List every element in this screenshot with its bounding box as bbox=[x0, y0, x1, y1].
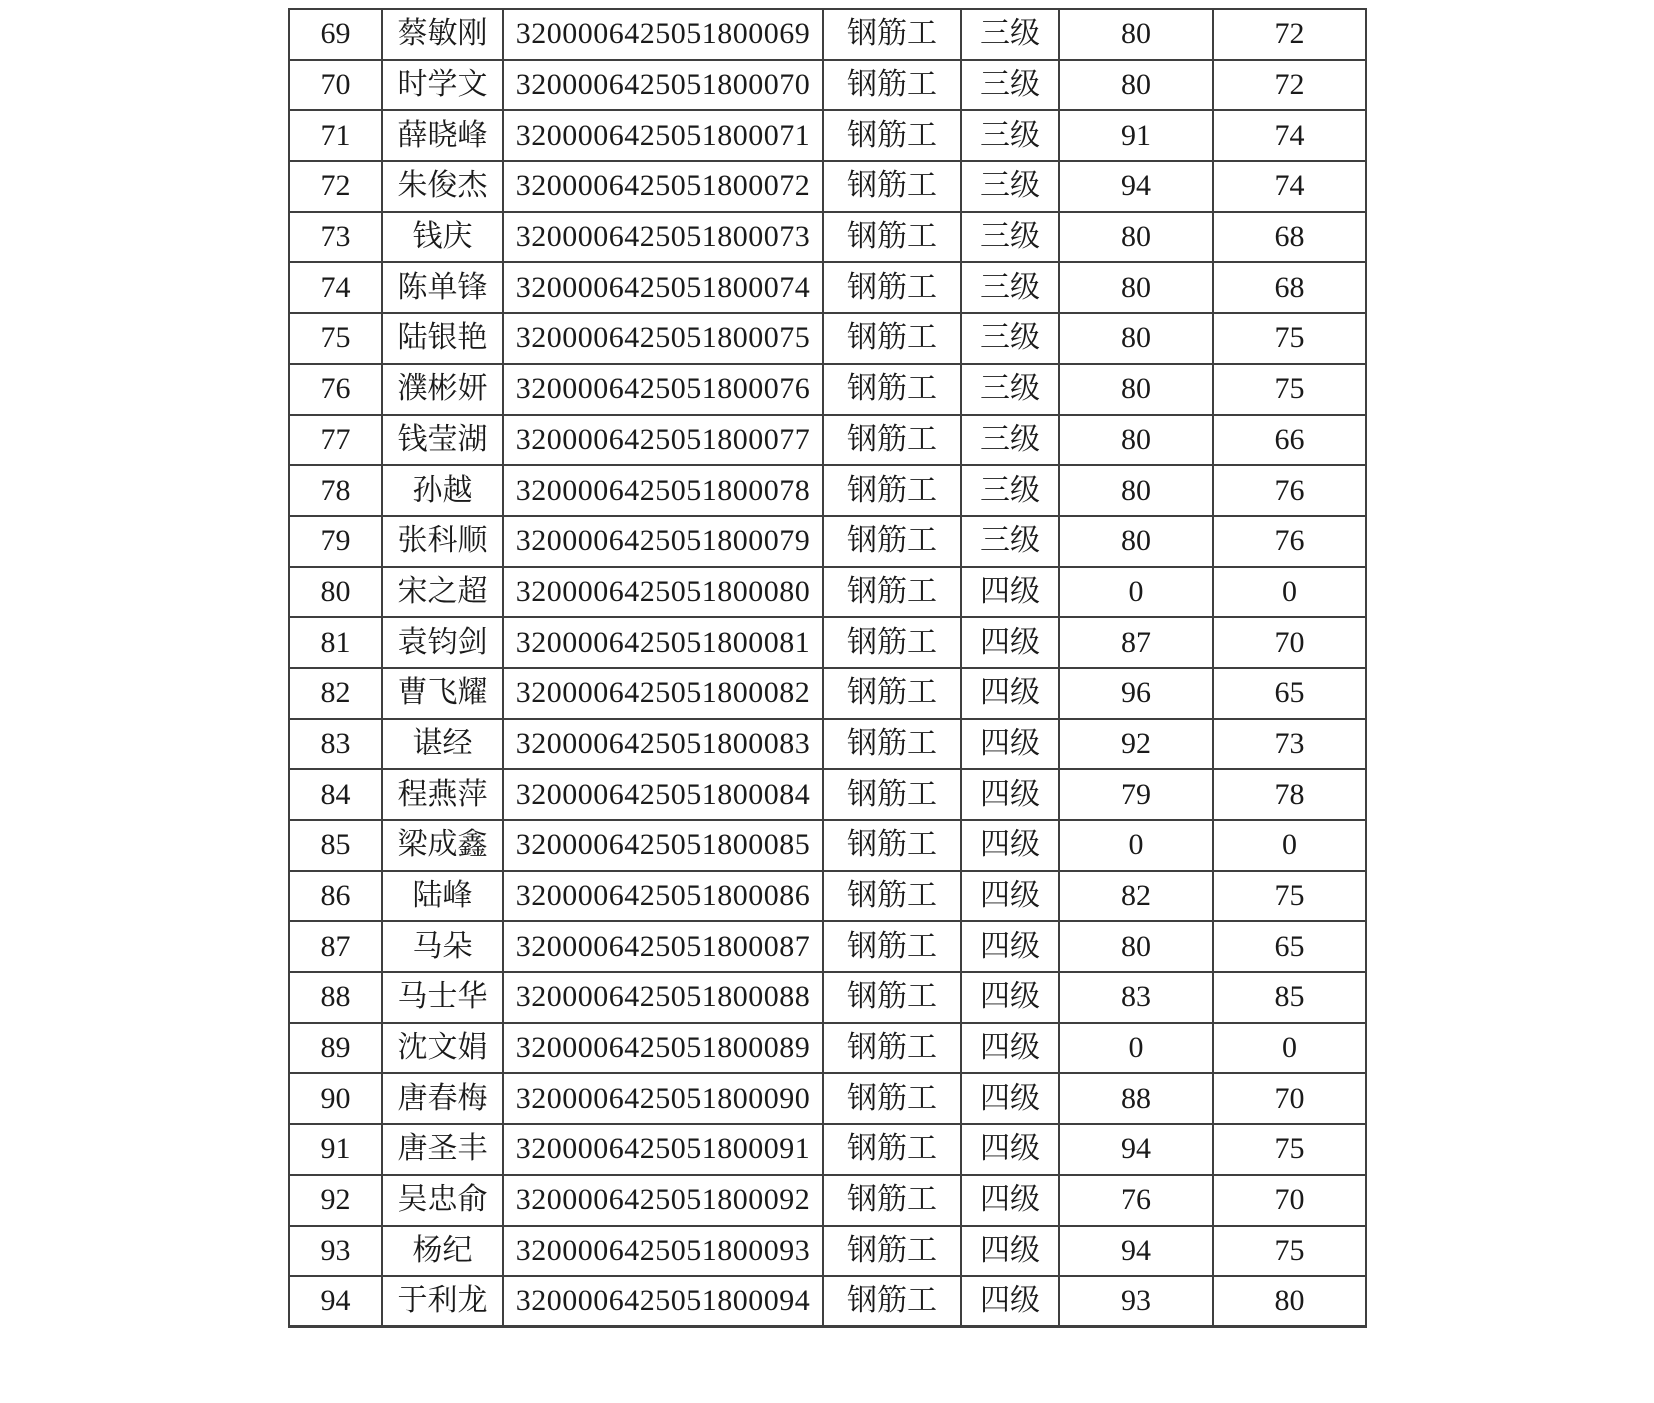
score1-cell: 80 bbox=[1059, 415, 1213, 466]
score1-cell: 88 bbox=[1059, 1073, 1213, 1124]
score2-cell: 75 bbox=[1213, 1226, 1366, 1277]
level-cell: 四级 bbox=[961, 1023, 1059, 1074]
level-cell: 四级 bbox=[961, 871, 1059, 922]
level-cell: 四级 bbox=[961, 820, 1059, 871]
level-cell: 三级 bbox=[961, 212, 1059, 263]
table-row bbox=[289, 1073, 1366, 1124]
table-row bbox=[289, 769, 1366, 820]
occupation-cell: 钢筋工 bbox=[823, 567, 961, 618]
exam-id-cell: 3200006425051800087 bbox=[503, 921, 823, 972]
occupation-cell: 钢筋工 bbox=[823, 1175, 961, 1226]
score2-cell: 75 bbox=[1213, 1124, 1366, 1175]
level-cell: 四级 bbox=[961, 668, 1059, 719]
level-cell: 四级 bbox=[961, 1124, 1059, 1175]
name-cell: 于利龙 bbox=[382, 1276, 503, 1327]
score2-cell: 70 bbox=[1213, 1073, 1366, 1124]
level-cell: 三级 bbox=[961, 415, 1059, 466]
row-number-cell: 79 bbox=[289, 516, 382, 567]
table-row bbox=[289, 1175, 1366, 1226]
occupation-cell: 钢筋工 bbox=[823, 516, 961, 567]
level-cell: 四级 bbox=[961, 972, 1059, 1023]
occupation-cell: 钢筋工 bbox=[823, 1023, 961, 1074]
row-number-cell: 69 bbox=[289, 9, 382, 60]
row-number-cell: 80 bbox=[289, 567, 382, 618]
score1-cell: 80 bbox=[1059, 60, 1213, 111]
score2-cell: 73 bbox=[1213, 719, 1366, 770]
occupation-cell: 钢筋工 bbox=[823, 769, 961, 820]
name-cell: 钱庆 bbox=[382, 212, 503, 263]
row-number-cell: 84 bbox=[289, 769, 382, 820]
row-number-cell: 77 bbox=[289, 415, 382, 466]
score2-cell: 70 bbox=[1213, 617, 1366, 668]
row-number-cell: 75 bbox=[289, 313, 382, 364]
row-number-cell: 86 bbox=[289, 871, 382, 922]
exam-id-cell: 3200006425051800091 bbox=[503, 1124, 823, 1175]
score2-cell: 80 bbox=[1213, 1276, 1366, 1327]
score2-cell: 72 bbox=[1213, 9, 1366, 60]
occupation-cell: 钢筋工 bbox=[823, 9, 961, 60]
name-cell: 马士华 bbox=[382, 972, 503, 1023]
name-cell: 陆峰 bbox=[382, 871, 503, 922]
row-number-cell: 93 bbox=[289, 1226, 382, 1277]
name-cell: 时学文 bbox=[382, 60, 503, 111]
table-row bbox=[289, 567, 1366, 618]
exam-id-cell: 3200006425051800084 bbox=[503, 769, 823, 820]
table-row bbox=[289, 617, 1366, 668]
level-cell: 三级 bbox=[961, 161, 1059, 212]
occupation-cell: 钢筋工 bbox=[823, 161, 961, 212]
name-cell: 陆银艳 bbox=[382, 313, 503, 364]
score2-cell: 66 bbox=[1213, 415, 1366, 466]
score1-cell: 0 bbox=[1059, 567, 1213, 618]
level-cell: 四级 bbox=[961, 617, 1059, 668]
occupation-cell: 钢筋工 bbox=[823, 465, 961, 516]
occupation-cell: 钢筋工 bbox=[823, 871, 961, 922]
table-row bbox=[289, 9, 1366, 60]
score1-cell: 76 bbox=[1059, 1175, 1213, 1226]
name-cell: 朱俊杰 bbox=[382, 161, 503, 212]
score1-cell: 80 bbox=[1059, 313, 1213, 364]
row-number-cell: 91 bbox=[289, 1124, 382, 1175]
occupation-cell: 钢筋工 bbox=[823, 110, 961, 161]
occupation-cell: 钢筋工 bbox=[823, 1226, 961, 1277]
score2-cell: 72 bbox=[1213, 60, 1366, 111]
name-cell: 杨纪 bbox=[382, 1226, 503, 1277]
row-number-cell: 70 bbox=[289, 60, 382, 111]
level-cell: 四级 bbox=[961, 719, 1059, 770]
score1-cell: 91 bbox=[1059, 110, 1213, 161]
level-cell: 四级 bbox=[961, 769, 1059, 820]
exam-id-cell: 3200006425051800075 bbox=[503, 313, 823, 364]
table-row bbox=[289, 313, 1366, 364]
score2-cell: 68 bbox=[1213, 212, 1366, 263]
exam-id-cell: 3200006425051800073 bbox=[503, 212, 823, 263]
table-row bbox=[289, 1124, 1366, 1175]
occupation-cell: 钢筋工 bbox=[823, 262, 961, 313]
name-cell: 谌经 bbox=[382, 719, 503, 770]
level-cell: 三级 bbox=[961, 364, 1059, 415]
name-cell: 蔡敏刚 bbox=[382, 9, 503, 60]
row-number-cell: 81 bbox=[289, 617, 382, 668]
table-row bbox=[289, 364, 1366, 415]
score1-cell: 94 bbox=[1059, 1226, 1213, 1277]
level-cell: 四级 bbox=[961, 1073, 1059, 1124]
name-cell: 薛晓峰 bbox=[382, 110, 503, 161]
row-number-cell: 88 bbox=[289, 972, 382, 1023]
exam-id-cell: 3200006425051800085 bbox=[503, 820, 823, 871]
occupation-cell: 钢筋工 bbox=[823, 60, 961, 111]
score2-cell: 75 bbox=[1213, 364, 1366, 415]
name-cell: 程燕萍 bbox=[382, 769, 503, 820]
row-number-cell: 73 bbox=[289, 212, 382, 263]
name-cell: 张科顺 bbox=[382, 516, 503, 567]
occupation-cell: 钢筋工 bbox=[823, 921, 961, 972]
exam-id-cell: 3200006425051800071 bbox=[503, 110, 823, 161]
score2-cell: 76 bbox=[1213, 465, 1366, 516]
row-number-cell: 92 bbox=[289, 1175, 382, 1226]
exam-id-cell: 3200006425051800082 bbox=[503, 668, 823, 719]
table-row bbox=[289, 668, 1366, 719]
table-row bbox=[289, 161, 1366, 212]
exam-id-cell: 3200006425051800070 bbox=[503, 60, 823, 111]
exam-id-cell: 3200006425051800090 bbox=[503, 1073, 823, 1124]
level-cell: 三级 bbox=[961, 60, 1059, 111]
level-cell: 三级 bbox=[961, 262, 1059, 313]
exam-id-cell: 3200006425051800069 bbox=[503, 9, 823, 60]
table-row bbox=[289, 1226, 1366, 1277]
table-body bbox=[289, 9, 1366, 1327]
level-cell: 四级 bbox=[961, 567, 1059, 618]
level-cell: 四级 bbox=[961, 1175, 1059, 1226]
occupation-cell: 钢筋工 bbox=[823, 719, 961, 770]
score1-cell: 0 bbox=[1059, 1023, 1213, 1074]
occupation-cell: 钢筋工 bbox=[823, 212, 961, 263]
score1-cell: 87 bbox=[1059, 617, 1213, 668]
row-number-cell: 71 bbox=[289, 110, 382, 161]
score1-cell: 93 bbox=[1059, 1276, 1213, 1327]
table-row bbox=[289, 1023, 1366, 1074]
row-number-cell: 85 bbox=[289, 820, 382, 871]
score2-cell: 68 bbox=[1213, 262, 1366, 313]
score2-cell: 85 bbox=[1213, 972, 1366, 1023]
level-cell: 三级 bbox=[961, 516, 1059, 567]
score1-cell: 0 bbox=[1059, 820, 1213, 871]
occupation-cell: 钢筋工 bbox=[823, 820, 961, 871]
row-number-cell: 87 bbox=[289, 921, 382, 972]
level-cell: 三级 bbox=[961, 465, 1059, 516]
row-number-cell: 89 bbox=[289, 1023, 382, 1074]
table-row bbox=[289, 465, 1366, 516]
table-row bbox=[289, 212, 1366, 263]
level-cell: 四级 bbox=[961, 1226, 1059, 1277]
occupation-cell: 钢筋工 bbox=[823, 617, 961, 668]
exam-id-cell: 3200006425051800081 bbox=[503, 617, 823, 668]
score1-cell: 80 bbox=[1059, 9, 1213, 60]
score2-cell: 0 bbox=[1213, 820, 1366, 871]
name-cell: 唐春梅 bbox=[382, 1073, 503, 1124]
score2-cell: 74 bbox=[1213, 161, 1366, 212]
occupation-cell: 钢筋工 bbox=[823, 415, 961, 466]
row-number-cell: 90 bbox=[289, 1073, 382, 1124]
score2-cell: 65 bbox=[1213, 921, 1366, 972]
score1-cell: 83 bbox=[1059, 972, 1213, 1023]
occupation-cell: 钢筋工 bbox=[823, 1276, 961, 1327]
row-number-cell: 94 bbox=[289, 1276, 382, 1327]
score2-cell: 78 bbox=[1213, 769, 1366, 820]
score1-cell: 80 bbox=[1059, 921, 1213, 972]
table-row bbox=[289, 972, 1366, 1023]
name-cell: 濮彬妍 bbox=[382, 364, 503, 415]
score2-cell: 65 bbox=[1213, 668, 1366, 719]
table-row bbox=[289, 1276, 1366, 1327]
score2-cell: 76 bbox=[1213, 516, 1366, 567]
exam-id-cell: 3200006425051800076 bbox=[503, 364, 823, 415]
name-cell: 陈单锋 bbox=[382, 262, 503, 313]
occupation-cell: 钢筋工 bbox=[823, 1124, 961, 1175]
table-row bbox=[289, 110, 1366, 161]
score1-cell: 94 bbox=[1059, 1124, 1213, 1175]
score1-cell: 80 bbox=[1059, 364, 1213, 415]
table-row bbox=[289, 516, 1366, 567]
occupation-cell: 钢筋工 bbox=[823, 364, 961, 415]
exam-id-cell: 3200006425051800072 bbox=[503, 161, 823, 212]
level-cell: 四级 bbox=[961, 1276, 1059, 1327]
score1-cell: 82 bbox=[1059, 871, 1213, 922]
row-number-cell: 76 bbox=[289, 364, 382, 415]
score1-cell: 80 bbox=[1059, 465, 1213, 516]
score1-cell: 94 bbox=[1059, 161, 1213, 212]
exam-id-cell: 3200006425051800077 bbox=[503, 415, 823, 466]
exam-id-cell: 3200006425051800093 bbox=[503, 1226, 823, 1277]
name-cell: 吴忠俞 bbox=[382, 1175, 503, 1226]
table-row bbox=[289, 921, 1366, 972]
name-cell: 马朵 bbox=[382, 921, 503, 972]
name-cell: 唐圣丰 bbox=[382, 1124, 503, 1175]
score1-cell: 80 bbox=[1059, 262, 1213, 313]
score2-cell: 75 bbox=[1213, 313, 1366, 364]
name-cell: 袁钧剑 bbox=[382, 617, 503, 668]
score1-cell: 80 bbox=[1059, 516, 1213, 567]
table-row bbox=[289, 60, 1366, 111]
exam-id-cell: 3200006425051800089 bbox=[503, 1023, 823, 1074]
exam-id-cell: 3200006425051800086 bbox=[503, 871, 823, 922]
row-number-cell: 74 bbox=[289, 262, 382, 313]
exam-id-cell: 3200006425051800088 bbox=[503, 972, 823, 1023]
row-number-cell: 78 bbox=[289, 465, 382, 516]
name-cell: 曹飞耀 bbox=[382, 668, 503, 719]
exam-id-cell: 3200006425051800074 bbox=[503, 262, 823, 313]
row-number-cell: 72 bbox=[289, 161, 382, 212]
score1-cell: 92 bbox=[1059, 719, 1213, 770]
level-cell: 四级 bbox=[961, 921, 1059, 972]
score2-cell: 0 bbox=[1213, 567, 1366, 618]
table-row bbox=[289, 415, 1366, 466]
score1-cell: 96 bbox=[1059, 668, 1213, 719]
exam-id-cell: 3200006425051800083 bbox=[503, 719, 823, 770]
name-cell: 钱莹湖 bbox=[382, 415, 503, 466]
exam-id-cell: 3200006425051800079 bbox=[503, 516, 823, 567]
score2-cell: 0 bbox=[1213, 1023, 1366, 1074]
score2-cell: 70 bbox=[1213, 1175, 1366, 1226]
row-number-cell: 82 bbox=[289, 668, 382, 719]
table-row bbox=[289, 719, 1366, 770]
name-cell: 孙越 bbox=[382, 465, 503, 516]
occupation-cell: 钢筋工 bbox=[823, 668, 961, 719]
name-cell: 宋之超 bbox=[382, 567, 503, 618]
level-cell: 三级 bbox=[961, 9, 1059, 60]
score-table bbox=[288, 8, 1367, 1328]
score1-cell: 80 bbox=[1059, 212, 1213, 263]
name-cell: 沈文娟 bbox=[382, 1023, 503, 1074]
exam-id-cell: 3200006425051800078 bbox=[503, 465, 823, 516]
table-row bbox=[289, 871, 1366, 922]
level-cell: 三级 bbox=[961, 110, 1059, 161]
occupation-cell: 钢筋工 bbox=[823, 313, 961, 364]
occupation-cell: 钢筋工 bbox=[823, 972, 961, 1023]
occupation-cell: 钢筋工 bbox=[823, 1073, 961, 1124]
exam-id-cell: 3200006425051800094 bbox=[503, 1276, 823, 1327]
row-number-cell: 83 bbox=[289, 719, 382, 770]
table-row bbox=[289, 262, 1366, 313]
score2-cell: 74 bbox=[1213, 110, 1366, 161]
level-cell: 三级 bbox=[961, 313, 1059, 364]
score1-cell: 79 bbox=[1059, 769, 1213, 820]
exam-id-cell: 3200006425051800092 bbox=[503, 1175, 823, 1226]
score2-cell: 75 bbox=[1213, 871, 1366, 922]
name-cell: 梁成鑫 bbox=[382, 820, 503, 871]
exam-id-cell: 3200006425051800080 bbox=[503, 567, 823, 618]
table-row bbox=[289, 820, 1366, 871]
